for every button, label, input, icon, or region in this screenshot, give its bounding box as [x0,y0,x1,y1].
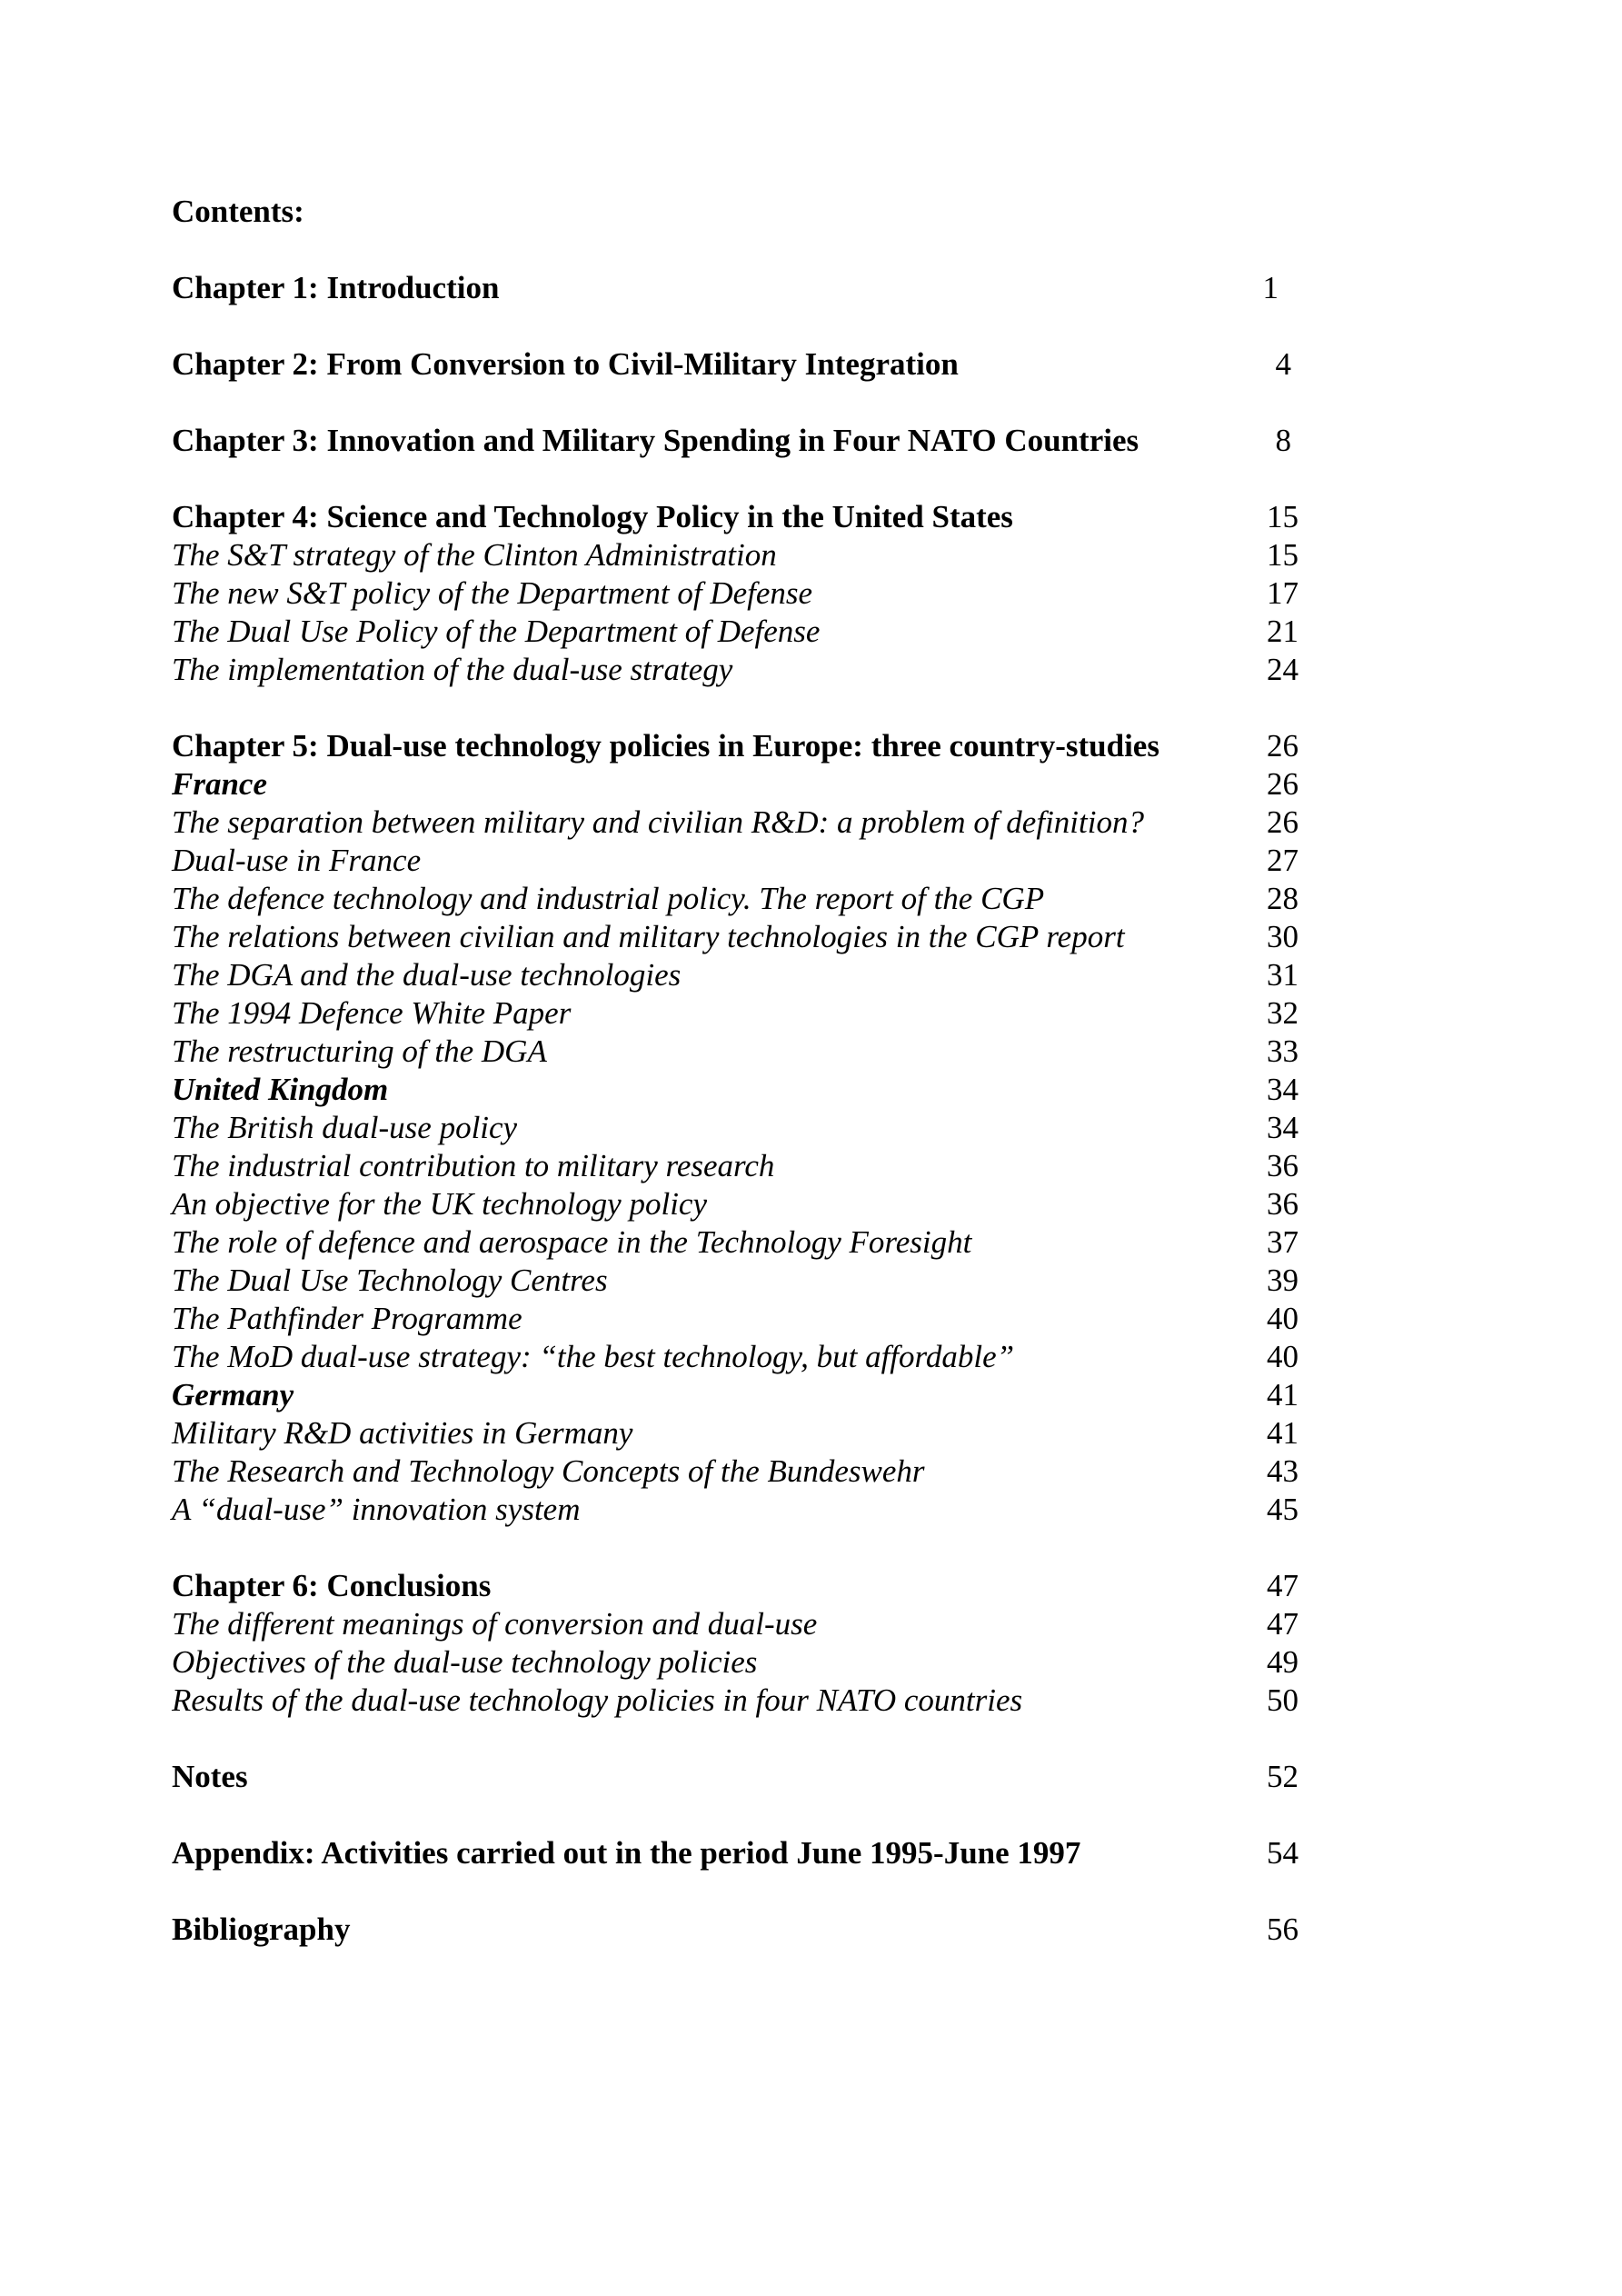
toc-entry-page: 37 [1267,1224,1299,1260]
toc-entry-section [172,842,1299,880]
contents-heading: Contents: [172,194,304,229]
toc-entry-label: Chapter 4: Science and Technology Policy in the United States [172,499,1013,534]
toc-entry-section [172,1109,1299,1147]
toc-entry-chapter-3 [172,422,1299,460]
toc-entry-label: Chapter 3: Innovation and Military Spending in Four NATO Countries [172,423,1139,458]
toc-entry-label: Germany [172,1377,294,1413]
toc-entry-label: Results of the dual-use technology policies in four NATO countries [172,1682,1023,1718]
toc-entry-page: 26 [1267,804,1299,840]
toc-entry-section [172,1223,1299,1262]
toc-entry-label: Appendix: Activities carried out in the period June 1995-June 1997 [172,1835,1081,1871]
toc-entry-page: 56 [1267,1912,1299,1947]
toc-entry-page: 49 [1267,1644,1299,1680]
toc-entry-label: The role of defence and aerospace in the Technology Foresight [172,1224,972,1260]
toc-entry-label: The relations between civilian and military technologies in the CGP report [172,919,1125,954]
toc-entry-section [172,1338,1299,1376]
toc-entry-label: An objective for the UK technology policy [172,1186,707,1222]
toc-entry-section [172,1491,1299,1529]
toc-entry-page: 32 [1267,995,1299,1031]
toc-entry-label: The British dual-use policy [172,1110,518,1145]
toc-entry-label: The different meanings of conversion and dual-use [172,1606,818,1642]
toc-entry-label: The Research and Technology Concepts of the Bundeswehr [172,1453,925,1489]
toc-entry-appendix [172,1834,1299,1872]
toc-entry-label: Objectives of the dual-use technology policies [172,1644,758,1680]
toc-entry-page: 47 [1267,1568,1299,1603]
toc-entry-page: 34 [1267,1072,1299,1107]
toc-entry-page: 34 [1267,1110,1299,1145]
toc-entry-section [172,1414,1299,1452]
toc-entry-country-germany [172,1376,1299,1414]
toc-entry-page: 26 [1267,766,1299,802]
toc-entry-section [172,574,1299,613]
toc-entry-page: 52 [1267,1759,1299,1794]
toc-entry-page: 47 [1267,1606,1299,1642]
toc-entry-page: 40 [1267,1339,1299,1374]
toc-entry-section [172,1643,1299,1682]
toc-entry-bibliography [172,1911,1299,1949]
toc-entry-notes [172,1758,1299,1796]
toc-entry-country-united-kingdom [172,1071,1299,1109]
toc-entry-page: 26 [1267,728,1299,764]
toc-entry-page: 1 [1262,270,1279,305]
toc-entry-label: The 1994 Defence White Paper [172,995,572,1031]
toc-entry-page: 21 [1267,614,1299,649]
toc-entry-section [172,1452,1299,1491]
toc-entry-page: 8 [1275,423,1291,458]
toc-entry-section [172,613,1299,651]
toc-entry-label: The Dual Use Policy of the Department of Defense [172,614,821,649]
toc-entry-chapter-6 [172,1567,1299,1605]
toc-entry-page: 24 [1267,652,1299,687]
toc-entry-section [172,1033,1299,1071]
toc-entry-label: The restructuring of the DGA [172,1033,547,1069]
toc-entry-page: 36 [1267,1186,1299,1222]
toc-entry-label: Military R&D activities in Germany [172,1415,633,1451]
toc-entry-label: France [172,766,267,802]
toc-entry-page: 36 [1267,1148,1299,1183]
toc-entry-page: 50 [1267,1682,1299,1718]
toc-entry-page: 43 [1267,1453,1299,1489]
toc-entry-section [172,1300,1299,1338]
toc-entry-section [172,1147,1299,1185]
toc-entry-label: Chapter 1: Introduction [172,270,500,305]
toc-entry-label: The new S&T policy of the Department of Defense [172,575,813,611]
toc-entry-label: The S&T strategy of the Clinton Administration [172,537,777,573]
toc-entry-label: Bibliography [172,1912,351,1947]
toc-entry-label: A “dual-use” innovation system [172,1492,581,1527]
toc-entry-section [172,956,1299,994]
toc-entry-section [172,1262,1299,1300]
toc-entry-page: 41 [1267,1377,1299,1413]
toc-entry-section [172,1605,1299,1643]
toc-entry-section [172,994,1299,1033]
toc-entry-page: 45 [1267,1492,1299,1527]
toc-entry-page: 27 [1267,843,1299,878]
toc-entry-label: Chapter 5: Dual-use technology policies in Europe: three country-studies [172,728,1159,764]
toc-entry-label: Chapter 2: From Conversion to Civil-Military Integration [172,346,959,382]
toc-entry-label: The Pathfinder Programme [172,1301,522,1336]
toc-entry-section [172,1682,1299,1720]
toc-entry-page: 40 [1267,1301,1299,1336]
toc-entry-chapter-5 [172,727,1299,765]
toc-entry-page: 41 [1267,1415,1299,1451]
toc-entry-label: The DGA and the dual-use technologies [172,957,682,993]
toc-entry-label: The industrial contribution to military research [172,1148,775,1183]
toc-entry-section [172,804,1299,842]
toc-entry-page: 54 [1267,1835,1299,1871]
toc-entry-page: 15 [1267,499,1299,534]
toc-entry-label: The defence technology and industrial policy. The report of the CGP [172,881,1045,916]
toc-entry-label: The Dual Use Technology Centres [172,1263,608,1298]
toc-entry-label: The implementation of the dual-use strategy [172,652,733,687]
toc-entry-label: Notes [172,1759,248,1794]
toc-entry-page: 4 [1275,346,1291,382]
toc-entry-page: 28 [1267,881,1299,916]
toc-entry-page: 15 [1267,537,1299,573]
toc-entry-label: The separation between military and civilian R&D: a problem of definition? [172,804,1144,840]
toc-entry-label: The MoD dual-use strategy: “the best technology, but affordable” [172,1339,1015,1374]
toc-entry-section [172,880,1299,918]
toc-entry-label: Chapter 6: Conclusions [172,1568,492,1603]
toc-entry-label: United Kingdom [172,1072,389,1107]
toc-entry-chapter-1 [172,269,1299,307]
toc-entry-page: 33 [1267,1033,1299,1069]
toc-entry-section [172,918,1299,956]
toc-entry-section [172,536,1299,574]
toc-entry-section [172,1185,1299,1223]
toc-entry-page: 30 [1267,919,1299,954]
toc-entry-chapter-2 [172,345,1299,384]
toc-entry-country-france [172,765,1299,804]
toc-entry-chapter-4 [172,498,1299,536]
toc-entry-section [172,651,1299,689]
toc-entry-page: 31 [1267,957,1299,993]
toc-entry-label: Dual-use in France [172,843,422,878]
toc-entry-page: 39 [1267,1263,1299,1298]
toc-entry-page: 17 [1267,575,1299,611]
